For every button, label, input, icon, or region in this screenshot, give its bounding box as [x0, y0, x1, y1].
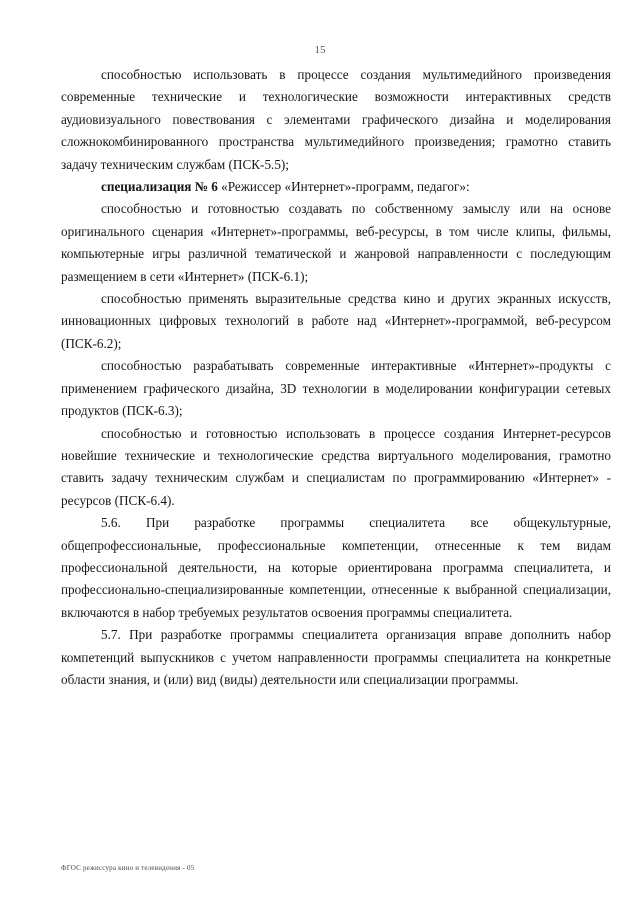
page-number: 15 — [314, 44, 326, 56]
specialization-title: «Режиссер «Интернет»-программ, педагог»: — [217, 179, 470, 195]
paragraph-5-7: 5.7. При разработке программы специалитета организация вправе дополнить набор компетенций выпускников с учетом направленности программы специалитета на конкретные области знания, и (или) вид (виды) деятельности или специализации программы. — [61, 627, 611, 687]
document-body — [61, 64, 611, 691]
specialization-number: специализация № 6 — [101, 179, 218, 195]
paragraph-psk-6-3: способностью разрабатывать современные интерактивные «Интернет»-продукты с применением графического дизайна, 3D технологии в моделировании конфигурации сетевых продуктов (ПСК-6.3); — [61, 358, 611, 419]
paragraph-psk-6-4: способностью и готовностью использовать в процессе создания Интернет-ресурсов новейшие технические и технологические средства виртуального моделирования, грамотно ставить задачу техническим службам и специалистам по программированию «Интернет» - ресурсов (ПСК-6.4). — [61, 425, 611, 508]
paragraph-psk-6-2: способностью применять выразительные средства кино и других экранных искусств, инновационных цифровых технологий в работе над «Интернет»-программой, веб-ресурсом (ПСК-6.2); — [61, 291, 611, 351]
paragraph-5-6: 5.6. При разработке программы специалитета все общекультурные, общепрофессиональные, профессиональные компетенции, отнесенные к тем видам профессиональной деятельности, на которые ориентирована программа специалитета, и профессионально-специализированные компетенции, отнесенные к выбранной специализации, включаются в набор требуемых результатов освоения программы специалитета. — [61, 515, 611, 620]
page-footer: ФГОС режиссура кино и телевидения - 05 — [61, 864, 195, 872]
specialization-heading — [61, 176, 611, 198]
paragraph-psk-5-5: способностью использовать в процессе создания мультимедийного произведения современные технические и технологические возможности интерактивных средств аудиовизуального повествования с элементами графического дизайна и моделирования сложнокомбинированного пространства мультимедийного произведения; грамотно ставить задачу техническим службам (ПСК-5.5); — [61, 67, 611, 172]
paragraph-psk-6-1: способностью и готовностью создавать по собственному замыслу или на основе оригинального сценария «Интернет»-программы, веб-ресурсы, в том числе клипы, фильмы, компьютерные игры различной тематической и жанровой направленности с последующим размещением в сети «Интернет» (ПСК-6.1); — [61, 201, 611, 284]
